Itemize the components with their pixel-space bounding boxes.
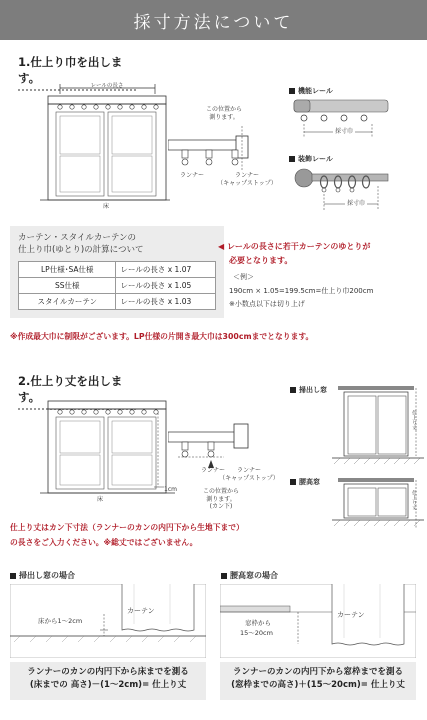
waist-caption: ランナーのカンの内円下から窓枠までを測る (窓枠までの高さ)＋(15～20cm)= 仕上り丈 [220,662,416,700]
waist-gap-label-1: 窓枠から [245,619,271,627]
measure-here-note-2: この位置から 測ります。 (カン下) [202,488,239,510]
bay-gap-label: 床から1～2cm [38,617,83,625]
runner-label-2: ランナー [201,467,226,474]
runner-capstop-label: ランナー （キャップストップ） [217,172,277,187]
window-diagram-width [40,80,170,210]
rail-length-label: レールの長さ [90,83,124,89]
runner-label: ランナー [180,172,205,179]
calc-box [10,226,224,318]
waist-window-title: 腰高窓 [290,477,320,487]
window-diagram-length [40,395,180,505]
bullet-square-icon [10,573,16,579]
waist-finished-length: 仕上り丈 [411,490,417,510]
example-label: ＜例＞ [233,273,254,281]
max-width-note: ※作成最大巾に制限がございます。LP仕様の片開き最大巾は300cmまでとなります。 [10,332,314,341]
table-row: SS仕様 レールの長さ x 1.05 [19,277,216,293]
bullet-square-icon [289,156,295,162]
section2-title: 2.仕上り丈を出します。 [18,373,136,410]
one-cm-label: 1cm [164,486,177,493]
runners [58,105,158,109]
page-header [0,0,427,40]
calc-table [18,261,216,310]
bay-window-title: 掃出し窓 [290,385,327,395]
rail-end-detail-length [168,420,258,470]
function-rail-title: 機能レール [289,86,333,96]
calc-title-1: カーテン・スタイルカーテンの [18,233,136,243]
decor-rail-diagram [292,166,392,216]
bay-case-title: 掃出し窓の場合 [10,570,75,581]
example-text: 190cm × 1.05=199.5cm=仕上り巾200cm [229,287,374,295]
table-row: LP仕様･SA仕様 レールの長さ x 1.07 [19,261,216,277]
bay-finished-length: 仕上り丈 [411,410,417,430]
length-note-2: の長さをご入力ください。※総丈ではございません。 [10,538,198,547]
arrow-note-2: 必要となります。 [229,256,293,265]
bullet-square-icon [289,88,295,94]
window-frame [48,104,166,200]
bay-caption: ランナーのカンの内円下から床までを測る (床までの 高さ)－(1～2cm)= 仕上り丈 [10,662,206,700]
bay-curtain-label: カーテン [127,607,155,615]
decor-rail-title: 装飾レール [289,154,333,164]
rail-end-detail-width [168,126,258,178]
floor-label: 床 [102,203,110,210]
bullet-square-icon [221,573,227,579]
length-note-1: 仕上り丈はカン下寸法（ランナーのカンの内円下から生地下まで） [10,523,244,532]
floor-label-2: 床 [97,496,104,503]
rail [48,96,166,104]
section1-title: 1.仕上り巾を出します。 [18,54,136,91]
page-title: 採寸方法について [133,12,294,33]
bullet-square-icon [290,387,296,393]
table-row: スタイルカーテン レールの長さ x 1.03 [19,293,216,309]
waist-curtain-label: カーテン [337,611,365,619]
example-note: ※小数点以下は切り上げ [229,300,305,308]
waist-gap-label-2: 15～20cm [240,629,273,637]
measure-here-note: この位置から 測ります。 [205,106,242,121]
finial [295,169,313,187]
decor-measure-width: 採寸巾 [347,200,366,207]
runner-capstop-label-2: ランナー （キャップストップ） [219,467,279,482]
bullet-square-icon [290,479,296,485]
waist-case-title: 腰高窓の場合 [221,570,278,581]
calc-title-2: 仕上り巾(ゆとり)の計算について [18,245,144,256]
function-measure-width: 採寸巾 [335,128,354,135]
arrow-note-1: ◀ レールの長さに若干カーテンのゆとりが [218,242,371,251]
